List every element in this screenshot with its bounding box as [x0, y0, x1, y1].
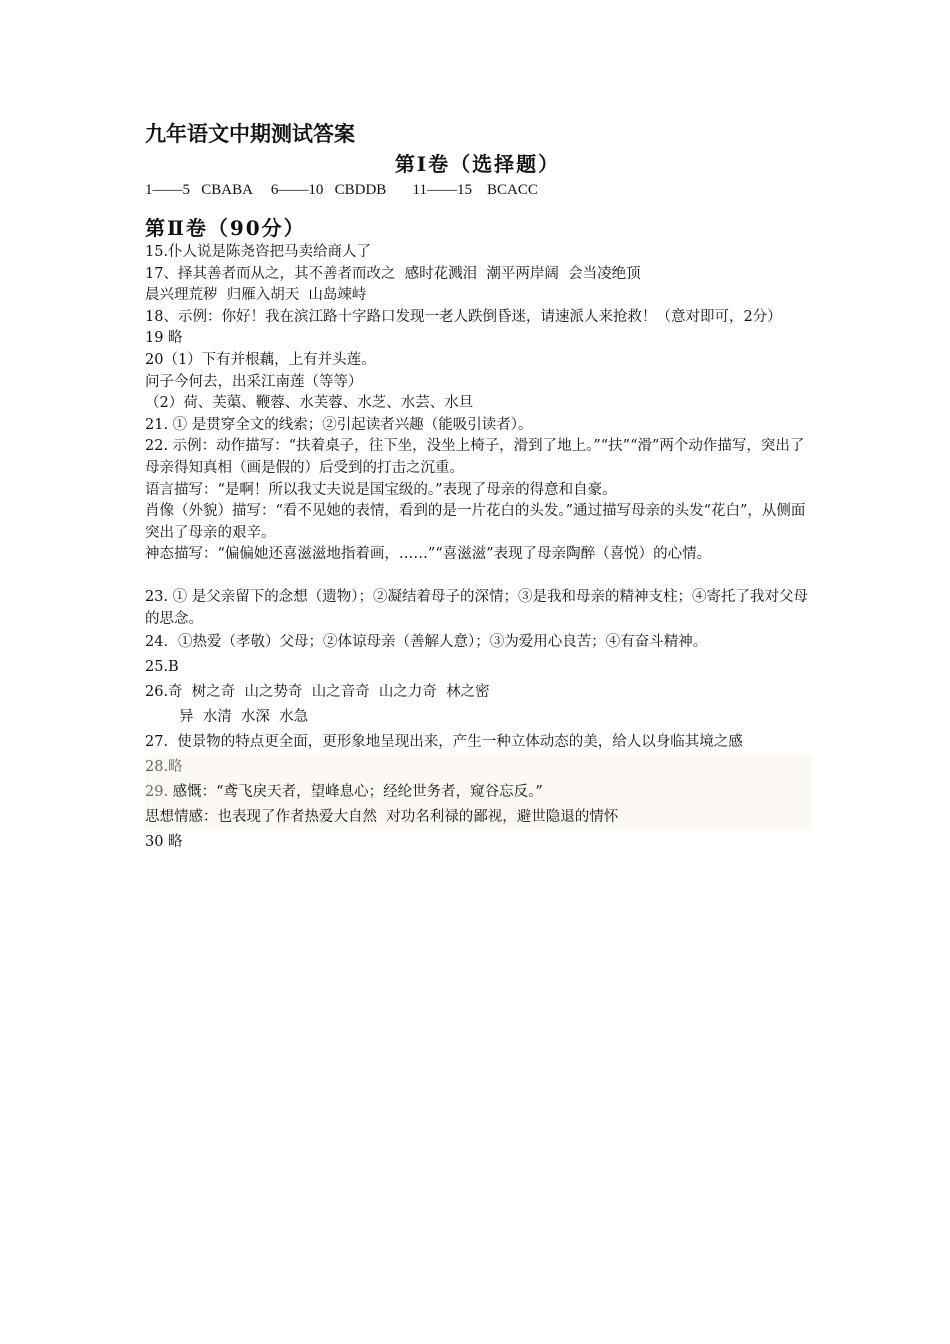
answer-26-line-2: 异 水清 水深 水急 — [179, 709, 309, 726]
answer-20-line-1: 20（1）下有并根藕，上有并头莲。 — [145, 351, 376, 368]
blank-line — [145, 566, 810, 587]
answer-29-text: 感慨：“鸢飞戾天者，望峰息心；经纶世务者，窥谷忘反。” — [168, 784, 543, 801]
answer-17-line-2: 晨兴理荒秽 归雁入胡天 山岛竦峙 — [145, 287, 367, 304]
answer-29-label: 29. — [145, 784, 169, 801]
multiple-choice-answers: 1——5 CBABA 6——10 CBDDB 11——15 BCACC — [145, 182, 538, 198]
section-1-title: 第Ⅰ卷（选择题） — [394, 152, 561, 176]
answer-15: 15.仆人说是陈尧咨把马卖给商人了 — [145, 244, 372, 260]
answer-25: 25.B — [145, 659, 179, 676]
answer-22-line-2: 语言描写：“是啊！所以我丈夫说是国宝级的。”表现了母亲的得意和自豪。 — [145, 481, 617, 498]
answer-17-line-1: 17、择其善者而从之，其不善者而改之 感时花溅泪 潮平两岸阔 会当凌绝顶 — [145, 265, 641, 282]
answer-30: 30 略 — [145, 834, 183, 851]
answer-sheet — [145, 118, 810, 855]
answer-29-line-2: 思想情感：也表现了作者热爱大自然 对功名利禄的鄙视，避世隐退的情怀 — [145, 809, 619, 826]
answer-26-line-1: 26.奇 树之奇 山之势奇 山之音奇 山之力奇 林之密 — [145, 684, 490, 701]
highlighted-answers — [145, 755, 812, 830]
answer-23: 23. ① 是父亲留下的念想（遗物）；②凝结着母子的深情；③是我和母亲的精神支柱；④寄托了我对父母的思念。 — [145, 588, 809, 627]
answer-22-line-3: 肖像（外貌）描写：“看不见她的表情，看到的是一片花白的头发。”通过描写母亲的头发“花白”，从侧面突出了母亲的艰辛。 — [145, 503, 806, 541]
document-title: 九年语文中期测试答案 — [145, 121, 355, 146]
answer-18: 18、示例：你好！我在滨江路十字路口发现一老人跌倒昏迷，请速派人来抢救！（意对即可，2分） — [145, 308, 782, 325]
answer-22-line-4: 神态描写：“偏偏她还喜滋滋地指着画，……”“喜滋滋”表现了母亲陶醉（喜悦）的心情。 — [145, 546, 712, 563]
answer-21: 21. ① 是贯穿全文的线索；②引起读者兴趣（能吸引读者）。 — [145, 416, 533, 433]
section-2-title: 第Ⅱ卷（90分） — [145, 216, 306, 240]
answer-24: 24．①热爱（孝敬）父母；②体谅母亲（善解人意）；③为爱用心良苦；④有奋斗精神。 — [145, 634, 708, 651]
answer-20-line-3: （2）荷、芙蕖、鞭蓉、水芙蓉、水芝、水芸、水旦 — [145, 395, 474, 412]
answer-29-line-1 — [145, 780, 812, 805]
answer-27: 27. 使景物的特点更全面，更形象地呈现出来，产生一种立体动态的美，给人以身临其境之感 — [145, 734, 743, 751]
answer-20-line-2: 问子今何去，出采江南莲（等等） — [145, 373, 363, 390]
answer-19: 19 略 — [145, 330, 183, 347]
answer-22-line-1: 22. 示例：动作描写：“扶着桌子，往下坐，没坐上椅子，滑到了地上。”“扶”“滑”两个动作描写，突出了母亲得知真相（画是假的）后受到的打击之沉重。 — [145, 438, 805, 476]
answer-28: 28.略 — [145, 759, 183, 776]
